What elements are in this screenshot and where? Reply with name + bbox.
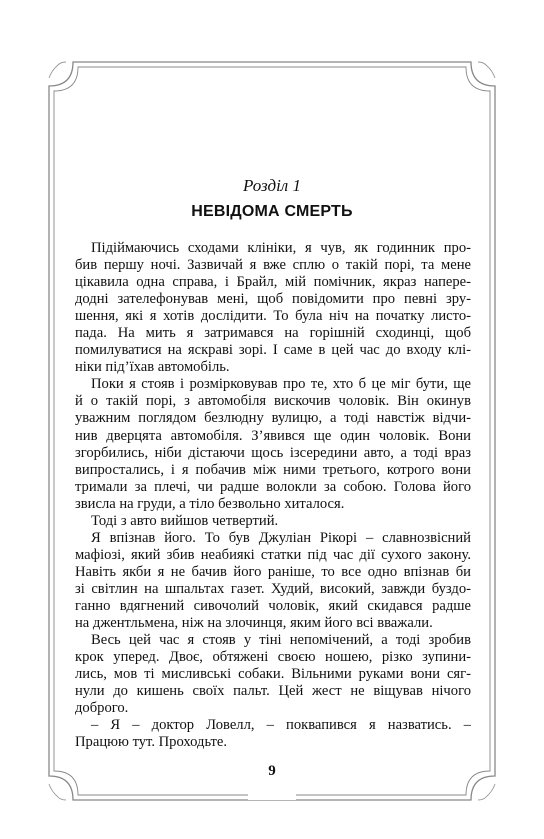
text-line: випростались, і я побачив між ними третього, котрого вони: [75, 461, 471, 478]
text-line: й о такій порі, з автомобіля вискочив чоловік. Він окинув: [75, 393, 471, 410]
text-line: уважним поглядом безлюдну вулицю, а тоді навстіж відчи-: [75, 410, 471, 427]
text-line: тримали за плечі, чи радше волокли за собою. Голова його: [75, 478, 471, 495]
text-line: додні зателефонував мені, щоб повідомити про певні зру-: [75, 291, 471, 308]
chapter-label: Розділ 1: [243, 176, 301, 195]
text-line: ганно вдягнений сивочолий чоловік, який скидався радше: [75, 597, 471, 614]
text-line: доброго.: [75, 700, 129, 717]
text-line: нив дверцята автомобіля. З’явився ще один чоловік. Вони: [75, 427, 471, 444]
text-line: згорбились, ніби дістаючи щось ізсередини авто, а тоді враз: [75, 444, 471, 461]
text-line: лись, мов ті мисливські собаки. Вільними руками вони сяг-: [75, 666, 471, 683]
text-line: Тоді з авто вийшов четвертий.: [91, 512, 279, 529]
text-line: Я впізнав його. То був Джуліан Рікорі – славнозвісний: [91, 529, 471, 546]
text-line: на джентльмена, ніж на злочинця, яким його всі вважали.: [75, 615, 433, 632]
text-line: шення, які я хотів дослідити. То була ніч на початку листо-: [75, 308, 471, 325]
text-line: зі світлин на шпальтах газет. Худий, високий, завжди буздо-: [75, 580, 471, 597]
text-line: цікавила одна справа, і Брайл, мій помічник, якраз напере-: [75, 274, 471, 291]
text-line: бив першу ночі. Зазвичай я вже сплю о такій порі, та мене: [75, 257, 471, 274]
text-line: ніки під’їхав автомобіль.: [75, 359, 230, 376]
text-line: мафіозі, який збив неабиякі статки під час дії сухого закону.: [75, 546, 471, 563]
chapter-text: [75, 240, 471, 751]
chapter-title: НЕВІДОМА СМЕРТЬ: [191, 203, 353, 220]
page-number: 9: [268, 763, 276, 779]
text-line: Поки я стояв і розмірковував про те, хто б це міг бути, ще: [91, 376, 471, 393]
text-line: звисла на груди, а тіло безвольно хиталося.: [75, 495, 345, 512]
text-line: Працюю тут. Проходьте.: [75, 734, 228, 751]
text-line: помилуватися на яскраві зорі. І саме в цей час до входу клі-: [75, 342, 471, 359]
text-line: Навіть якби я не бачив його раніше, то все одно впізнав би: [75, 563, 471, 580]
text-line: нули до кишень своїх пальт. Цей жест не віщував нічого: [75, 683, 471, 700]
text-line: Весь цей час я стояв у тіні непомічений, а тоді зробив: [91, 632, 471, 649]
text-line: Підіймаючись сходами клініки, я чув, як годинник про-: [91, 240, 471, 256]
text-line: пада. На мить я затримався на горішній сходинці, щоб: [75, 325, 471, 342]
text-line: крок уперед. Двоє, обтяжені своєю ношею, різко зупини-: [75, 649, 471, 666]
text-line: – Я – доктор Ловелл, – поквапився я назватись. –: [91, 717, 471, 734]
